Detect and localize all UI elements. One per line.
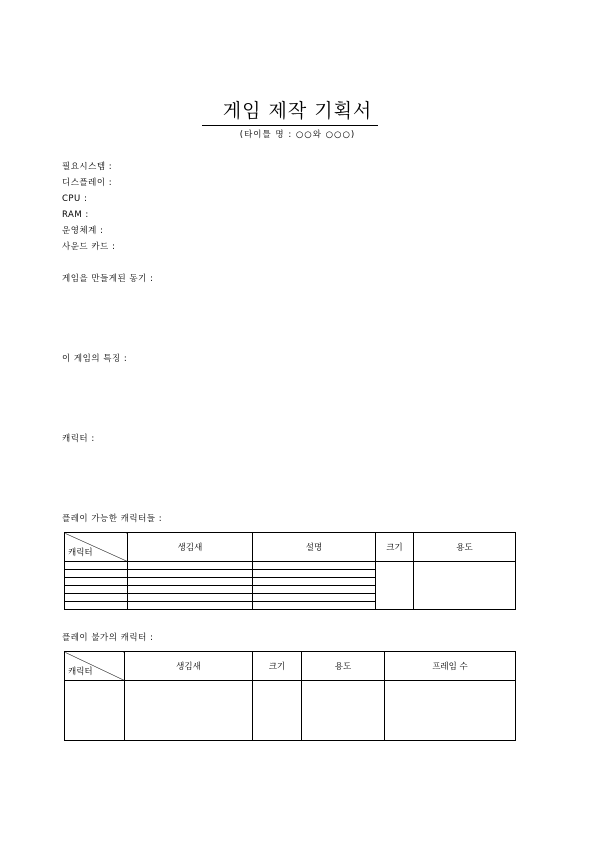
- table-cell[interactable]: [253, 578, 376, 586]
- playable-characters-label: 플레이 가능한 캐릭터들 :: [62, 514, 163, 524]
- nonplayable-characters-table: [64, 651, 516, 741]
- spec-cpu-label: CPU :: [62, 194, 88, 204]
- table-cell[interactable]: [65, 602, 128, 610]
- table-cell[interactable]: [65, 681, 125, 741]
- characters-label: 캐릭터 :: [62, 434, 95, 444]
- header-purpose: 용도: [302, 652, 385, 681]
- table-cell[interactable]: [128, 594, 253, 602]
- table-cell[interactable]: [65, 562, 128, 570]
- title-underline: [202, 125, 378, 126]
- spec-system-label: 필요시스템 :: [62, 162, 113, 172]
- character-corner-cell: [65, 533, 128, 562]
- table-cell[interactable]: [253, 594, 376, 602]
- table-cell[interactable]: [253, 681, 302, 741]
- playable-characters-table: [64, 532, 516, 610]
- table-cell[interactable]: [65, 594, 128, 602]
- table-cell[interactable]: [125, 681, 253, 741]
- purpose-merged-cell[interactable]: [414, 562, 516, 610]
- table-cell[interactable]: [385, 681, 516, 741]
- table-cell[interactable]: [128, 602, 253, 610]
- character-corner-cell: [65, 652, 125, 681]
- table-cell[interactable]: [253, 570, 376, 578]
- table-cell[interactable]: [302, 681, 385, 741]
- header-frame-count: 프레임 수: [385, 652, 516, 681]
- spec-display-label: 디스플레이 :: [62, 178, 113, 188]
- header-appearance: 생김새: [128, 533, 253, 562]
- header-size: 크기: [253, 652, 302, 681]
- header-size: 크기: [376, 533, 414, 562]
- table-cell[interactable]: [128, 570, 253, 578]
- size-merged-cell[interactable]: [376, 562, 414, 610]
- table-cell[interactable]: [253, 562, 376, 570]
- table-cell[interactable]: [128, 578, 253, 586]
- document-subtitle: (타이틀 명 : ○○와 ○○○): [239, 130, 356, 140]
- header-description: 설명: [253, 533, 376, 562]
- motive-label: 게임을 만들게된 동기 :: [62, 274, 154, 284]
- table-cell[interactable]: [65, 570, 128, 578]
- spec-os-label: 운영체계 :: [62, 226, 104, 236]
- table-cell[interactable]: [128, 586, 253, 594]
- table-cell[interactable]: [253, 602, 376, 610]
- table-cell[interactable]: [65, 586, 128, 594]
- table-header-row: [65, 533, 516, 562]
- corner-label: 캐릭터: [68, 548, 93, 558]
- spec-ram-label: RAM :: [62, 210, 89, 220]
- features-label: 이 게임의 특징 :: [62, 354, 128, 364]
- table-cell[interactable]: [65, 578, 128, 586]
- table-cell[interactable]: [253, 586, 376, 594]
- header-purpose: 용도: [414, 533, 516, 562]
- table-header-row: [65, 652, 516, 681]
- spec-sound-label: 사운드 카드 :: [62, 242, 116, 252]
- table-cell[interactable]: [128, 562, 253, 570]
- corner-label: 캐릭터: [68, 667, 93, 677]
- nonplayable-characters-label: 플레이 불가의 캐릭터 :: [62, 633, 154, 643]
- table-row: [65, 681, 516, 741]
- header-appearance: 생김새: [125, 652, 253, 681]
- table-row: [65, 562, 516, 570]
- document-title: 게임 제작 기획서: [222, 100, 373, 122]
